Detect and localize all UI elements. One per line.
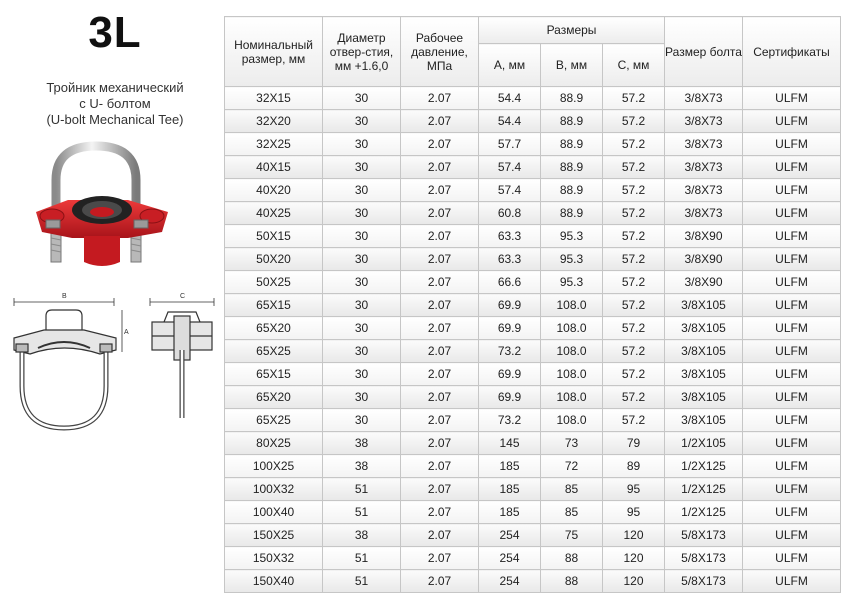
table-row [225,524,841,547]
cell-working-pressure: 2.07 [401,294,479,317]
cell-dimension-a: 69.9 [479,386,541,409]
cell-dimension-b: 108.0 [541,386,603,409]
cell-bolt-size: 3/8X73 [665,110,743,133]
cell-working-pressure: 2.07 [401,179,479,202]
header-working-pressure: Рабочее давление, МПа [401,17,479,87]
cell-working-pressure: 2.07 [401,409,479,432]
cell-dimension-a: 73.2 [479,409,541,432]
cell-dimension-a: 185 [479,501,541,524]
cell-working-pressure: 2.07 [401,455,479,478]
cell-dimension-a: 254 [479,547,541,570]
cell-dimension-b: 88.9 [541,110,603,133]
cell-hole-diameter: 30 [323,340,401,363]
cell-dimension-a: 54.4 [479,110,541,133]
cell-dimension-a: 57.4 [479,179,541,202]
cell-bolt-size: 3/8X105 [665,386,743,409]
cell-dimension-a: 73.2 [479,340,541,363]
table-row [225,87,841,110]
cell-nominal-size: 150X32 [225,547,323,570]
cell-certificates: ULFM [743,432,841,455]
cell-certificates: ULFM [743,547,841,570]
cell-dimension-c: 57.2 [603,294,665,317]
cell-dimension-a: 57.7 [479,133,541,156]
cell-dimension-c: 89 [603,455,665,478]
cell-dimension-a: 254 [479,524,541,547]
cell-hole-diameter: 30 [323,179,401,202]
table-body [225,87,841,593]
cell-nominal-size: 40X25 [225,202,323,225]
cell-working-pressure: 2.07 [401,501,479,524]
cell-nominal-size: 65X15 [225,363,323,386]
cell-dimension-b: 95.3 [541,271,603,294]
header-bolt-size: Размер болта [665,17,743,87]
product-subtitle [0,80,230,128]
cell-dimension-b: 88.9 [541,156,603,179]
cell-dimension-b: 88.9 [541,133,603,156]
cell-certificates: ULFM [743,524,841,547]
header-dimension-b: B, мм [541,44,603,87]
cell-certificates: ULFM [743,179,841,202]
cell-dimension-b: 72 [541,455,603,478]
cell-bolt-size: 3/8X90 [665,225,743,248]
cell-hole-diameter: 51 [323,478,401,501]
cell-working-pressure: 2.07 [401,340,479,363]
cell-bolt-size: 3/8X73 [665,133,743,156]
cell-hole-diameter: 30 [323,271,401,294]
cell-bolt-size: 3/8X105 [665,294,743,317]
subtitle-line: (U-bolt Mechanical Tee) [46,112,184,127]
cell-hole-diameter: 38 [323,455,401,478]
cell-dimension-b: 88 [541,547,603,570]
cell-certificates: ULFM [743,294,841,317]
header-hole-diameter: Диаметр отвер-стия, мм +1.6,0 [323,17,401,87]
cell-certificates: ULFM [743,225,841,248]
product-panel [0,0,222,592]
cell-dimension-c: 120 [603,547,665,570]
cell-nominal-size: 32X15 [225,87,323,110]
cell-nominal-size: 100X25 [225,455,323,478]
drawing-label-b: B [62,293,67,300]
cell-hole-diameter: 30 [323,294,401,317]
cell-certificates: ULFM [743,386,841,409]
product-code: 3L [88,8,142,57]
cell-dimension-b: 95.3 [541,225,603,248]
cell-bolt-size: 1/2X125 [665,501,743,524]
table-row [225,501,841,524]
cell-dimension-b: 108.0 [541,294,603,317]
cell-working-pressure: 2.07 [401,248,479,271]
cell-dimension-b: 108.0 [541,317,603,340]
table-row [225,363,841,386]
cell-bolt-size: 3/8X73 [665,179,743,202]
cell-hole-diameter: 30 [323,87,401,110]
cell-dimension-c: 57.2 [603,110,665,133]
cell-dimension-b: 88.9 [541,179,603,202]
cell-dimension-c: 57.2 [603,409,665,432]
cell-dimension-c: 57.2 [603,363,665,386]
cell-working-pressure: 2.07 [401,317,479,340]
cell-bolt-size: 3/8X90 [665,248,743,271]
cell-bolt-size: 1/2X125 [665,478,743,501]
table-row [225,547,841,570]
cell-working-pressure: 2.07 [401,386,479,409]
table-row [225,455,841,478]
table-row [225,202,841,225]
cell-bolt-size: 5/8X173 [665,570,743,593]
cell-nominal-size: 65X25 [225,340,323,363]
cell-working-pressure: 2.07 [401,110,479,133]
cell-dimension-b: 88.9 [541,202,603,225]
cell-dimension-b: 85 [541,501,603,524]
cell-dimension-a: 63.3 [479,248,541,271]
table-row [225,110,841,133]
cell-bolt-size: 1/2X105 [665,432,743,455]
cell-dimension-c: 95 [603,478,665,501]
cell-bolt-size: 5/8X173 [665,524,743,547]
table-row [225,248,841,271]
drawing-label-c: C [180,293,186,300]
cell-dimension-b: 85 [541,478,603,501]
cell-working-pressure: 2.07 [401,271,479,294]
cell-dimension-a: 69.9 [479,363,541,386]
table-row [225,570,841,593]
cell-nominal-size: 65X15 [225,294,323,317]
cell-hole-diameter: 30 [323,363,401,386]
table-row [225,294,841,317]
table-row [225,386,841,409]
table-row [225,478,841,501]
cell-hole-diameter: 30 [323,317,401,340]
cell-dimension-a: 60.8 [479,202,541,225]
cell-nominal-size: 32X20 [225,110,323,133]
cell-dimension-c: 57.2 [603,156,665,179]
table-row [225,432,841,455]
technical-drawing [4,288,220,438]
cell-certificates: ULFM [743,478,841,501]
table-row [225,271,841,294]
cell-dimension-c: 120 [603,524,665,547]
cell-working-pressure: 2.07 [401,547,479,570]
cell-bolt-size: 3/8X73 [665,156,743,179]
cell-hole-diameter: 51 [323,501,401,524]
subtitle-line: с U- болтом [79,96,151,111]
cell-dimension-c: 57.2 [603,271,665,294]
cell-working-pressure: 2.07 [401,202,479,225]
table-row [225,409,841,432]
cell-nominal-size: 100X40 [225,501,323,524]
cell-nominal-size: 150X40 [225,570,323,593]
cell-dimension-a: 254 [479,570,541,593]
cell-working-pressure: 2.07 [401,133,479,156]
cell-working-pressure: 2.07 [401,87,479,110]
product-photo [28,140,178,275]
cell-dimension-c: 95 [603,501,665,524]
cell-working-pressure: 2.07 [401,225,479,248]
cell-hole-diameter: 51 [323,547,401,570]
cell-working-pressure: 2.07 [401,524,479,547]
cell-dimension-c: 79 [603,432,665,455]
cell-certificates: ULFM [743,317,841,340]
cell-nominal-size: 50X25 [225,271,323,294]
cell-certificates: ULFM [743,409,841,432]
drawing-label-a: A [124,329,129,336]
cell-dimension-b: 108.0 [541,409,603,432]
cell-hole-diameter: 30 [323,248,401,271]
cell-nominal-size: 50X15 [225,225,323,248]
cell-bolt-size: 3/8X105 [665,363,743,386]
cell-certificates: ULFM [743,501,841,524]
cell-dimension-c: 57.2 [603,386,665,409]
cell-nominal-size: 65X25 [225,409,323,432]
cell-dimension-a: 145 [479,432,541,455]
cell-hole-diameter: 30 [323,156,401,179]
cell-dimension-b: 108.0 [541,363,603,386]
header-nominal-size: Номинальный размер, мм [225,17,323,87]
cell-working-pressure: 2.07 [401,432,479,455]
table-row [225,133,841,156]
cell-dimension-c: 57.2 [603,317,665,340]
cell-dimension-c: 120 [603,570,665,593]
cell-bolt-size: 3/8X73 [665,202,743,225]
cell-dimension-b: 73 [541,432,603,455]
cell-dimension-a: 54.4 [479,87,541,110]
cell-dimension-c: 57.2 [603,340,665,363]
cell-nominal-size: 80X25 [225,432,323,455]
cell-certificates: ULFM [743,570,841,593]
cell-dimension-b: 108.0 [541,340,603,363]
cell-nominal-size: 65X20 [225,386,323,409]
cell-working-pressure: 2.07 [401,156,479,179]
table-row [225,156,841,179]
cell-dimension-c: 57.2 [603,87,665,110]
cell-certificates: ULFM [743,363,841,386]
table-row [225,225,841,248]
header-dimension-a: A, мм [479,44,541,87]
subtitle-line: Тройник механический [46,80,184,95]
cell-dimension-a: 63.3 [479,225,541,248]
cell-bolt-size: 3/8X90 [665,271,743,294]
cell-dimension-b: 88.9 [541,87,603,110]
cell-dimension-b: 95.3 [541,248,603,271]
specifications-table [224,16,841,593]
header-dimension-c: C, мм [603,44,665,87]
cell-dimension-c: 57.2 [603,133,665,156]
cell-working-pressure: 2.07 [401,478,479,501]
cell-certificates: ULFM [743,271,841,294]
table-row [225,179,841,202]
cell-certificates: ULFM [743,133,841,156]
cell-working-pressure: 2.07 [401,570,479,593]
table-row [225,317,841,340]
cell-dimension-b: 75 [541,524,603,547]
cell-certificates: ULFM [743,87,841,110]
cell-hole-diameter: 30 [323,133,401,156]
cell-dimension-a: 69.9 [479,317,541,340]
cell-hole-diameter: 30 [323,202,401,225]
cell-dimension-c: 57.2 [603,179,665,202]
cell-nominal-size: 40X15 [225,156,323,179]
cell-hole-diameter: 38 [323,524,401,547]
header-certificates: Сертификаты [743,17,841,87]
cell-hole-diameter: 38 [323,432,401,455]
table-row [225,340,841,363]
cell-nominal-size: 65X20 [225,317,323,340]
cell-dimension-a: 66.6 [479,271,541,294]
cell-bolt-size: 3/8X73 [665,87,743,110]
cell-nominal-size: 150X25 [225,524,323,547]
cell-hole-diameter: 30 [323,409,401,432]
cell-dimension-c: 57.2 [603,225,665,248]
cell-nominal-size: 100X32 [225,478,323,501]
cell-nominal-size: 32X25 [225,133,323,156]
cell-certificates: ULFM [743,455,841,478]
cell-certificates: ULFM [743,156,841,179]
cell-certificates: ULFM [743,110,841,133]
cell-dimension-c: 57.2 [603,202,665,225]
cell-certificates: ULFM [743,248,841,271]
cell-dimension-c: 57.2 [603,248,665,271]
cell-nominal-size: 40X20 [225,179,323,202]
header-dimensions: Размеры [479,17,665,44]
cell-dimension-a: 69.9 [479,294,541,317]
cell-certificates: ULFM [743,340,841,363]
cell-bolt-size: 3/8X105 [665,340,743,363]
cell-dimension-a: 185 [479,478,541,501]
cell-bolt-size: 3/8X105 [665,409,743,432]
cell-working-pressure: 2.07 [401,363,479,386]
cell-certificates: ULFM [743,202,841,225]
cell-nominal-size: 50X20 [225,248,323,271]
cell-dimension-a: 57.4 [479,156,541,179]
cell-dimension-a: 185 [479,455,541,478]
cell-bolt-size: 5/8X173 [665,547,743,570]
cell-hole-diameter: 30 [323,110,401,133]
cell-hole-diameter: 51 [323,570,401,593]
cell-hole-diameter: 30 [323,386,401,409]
cell-bolt-size: 1/2X125 [665,455,743,478]
cell-bolt-size: 3/8X105 [665,317,743,340]
cell-dimension-b: 88 [541,570,603,593]
cell-hole-diameter: 30 [323,225,401,248]
